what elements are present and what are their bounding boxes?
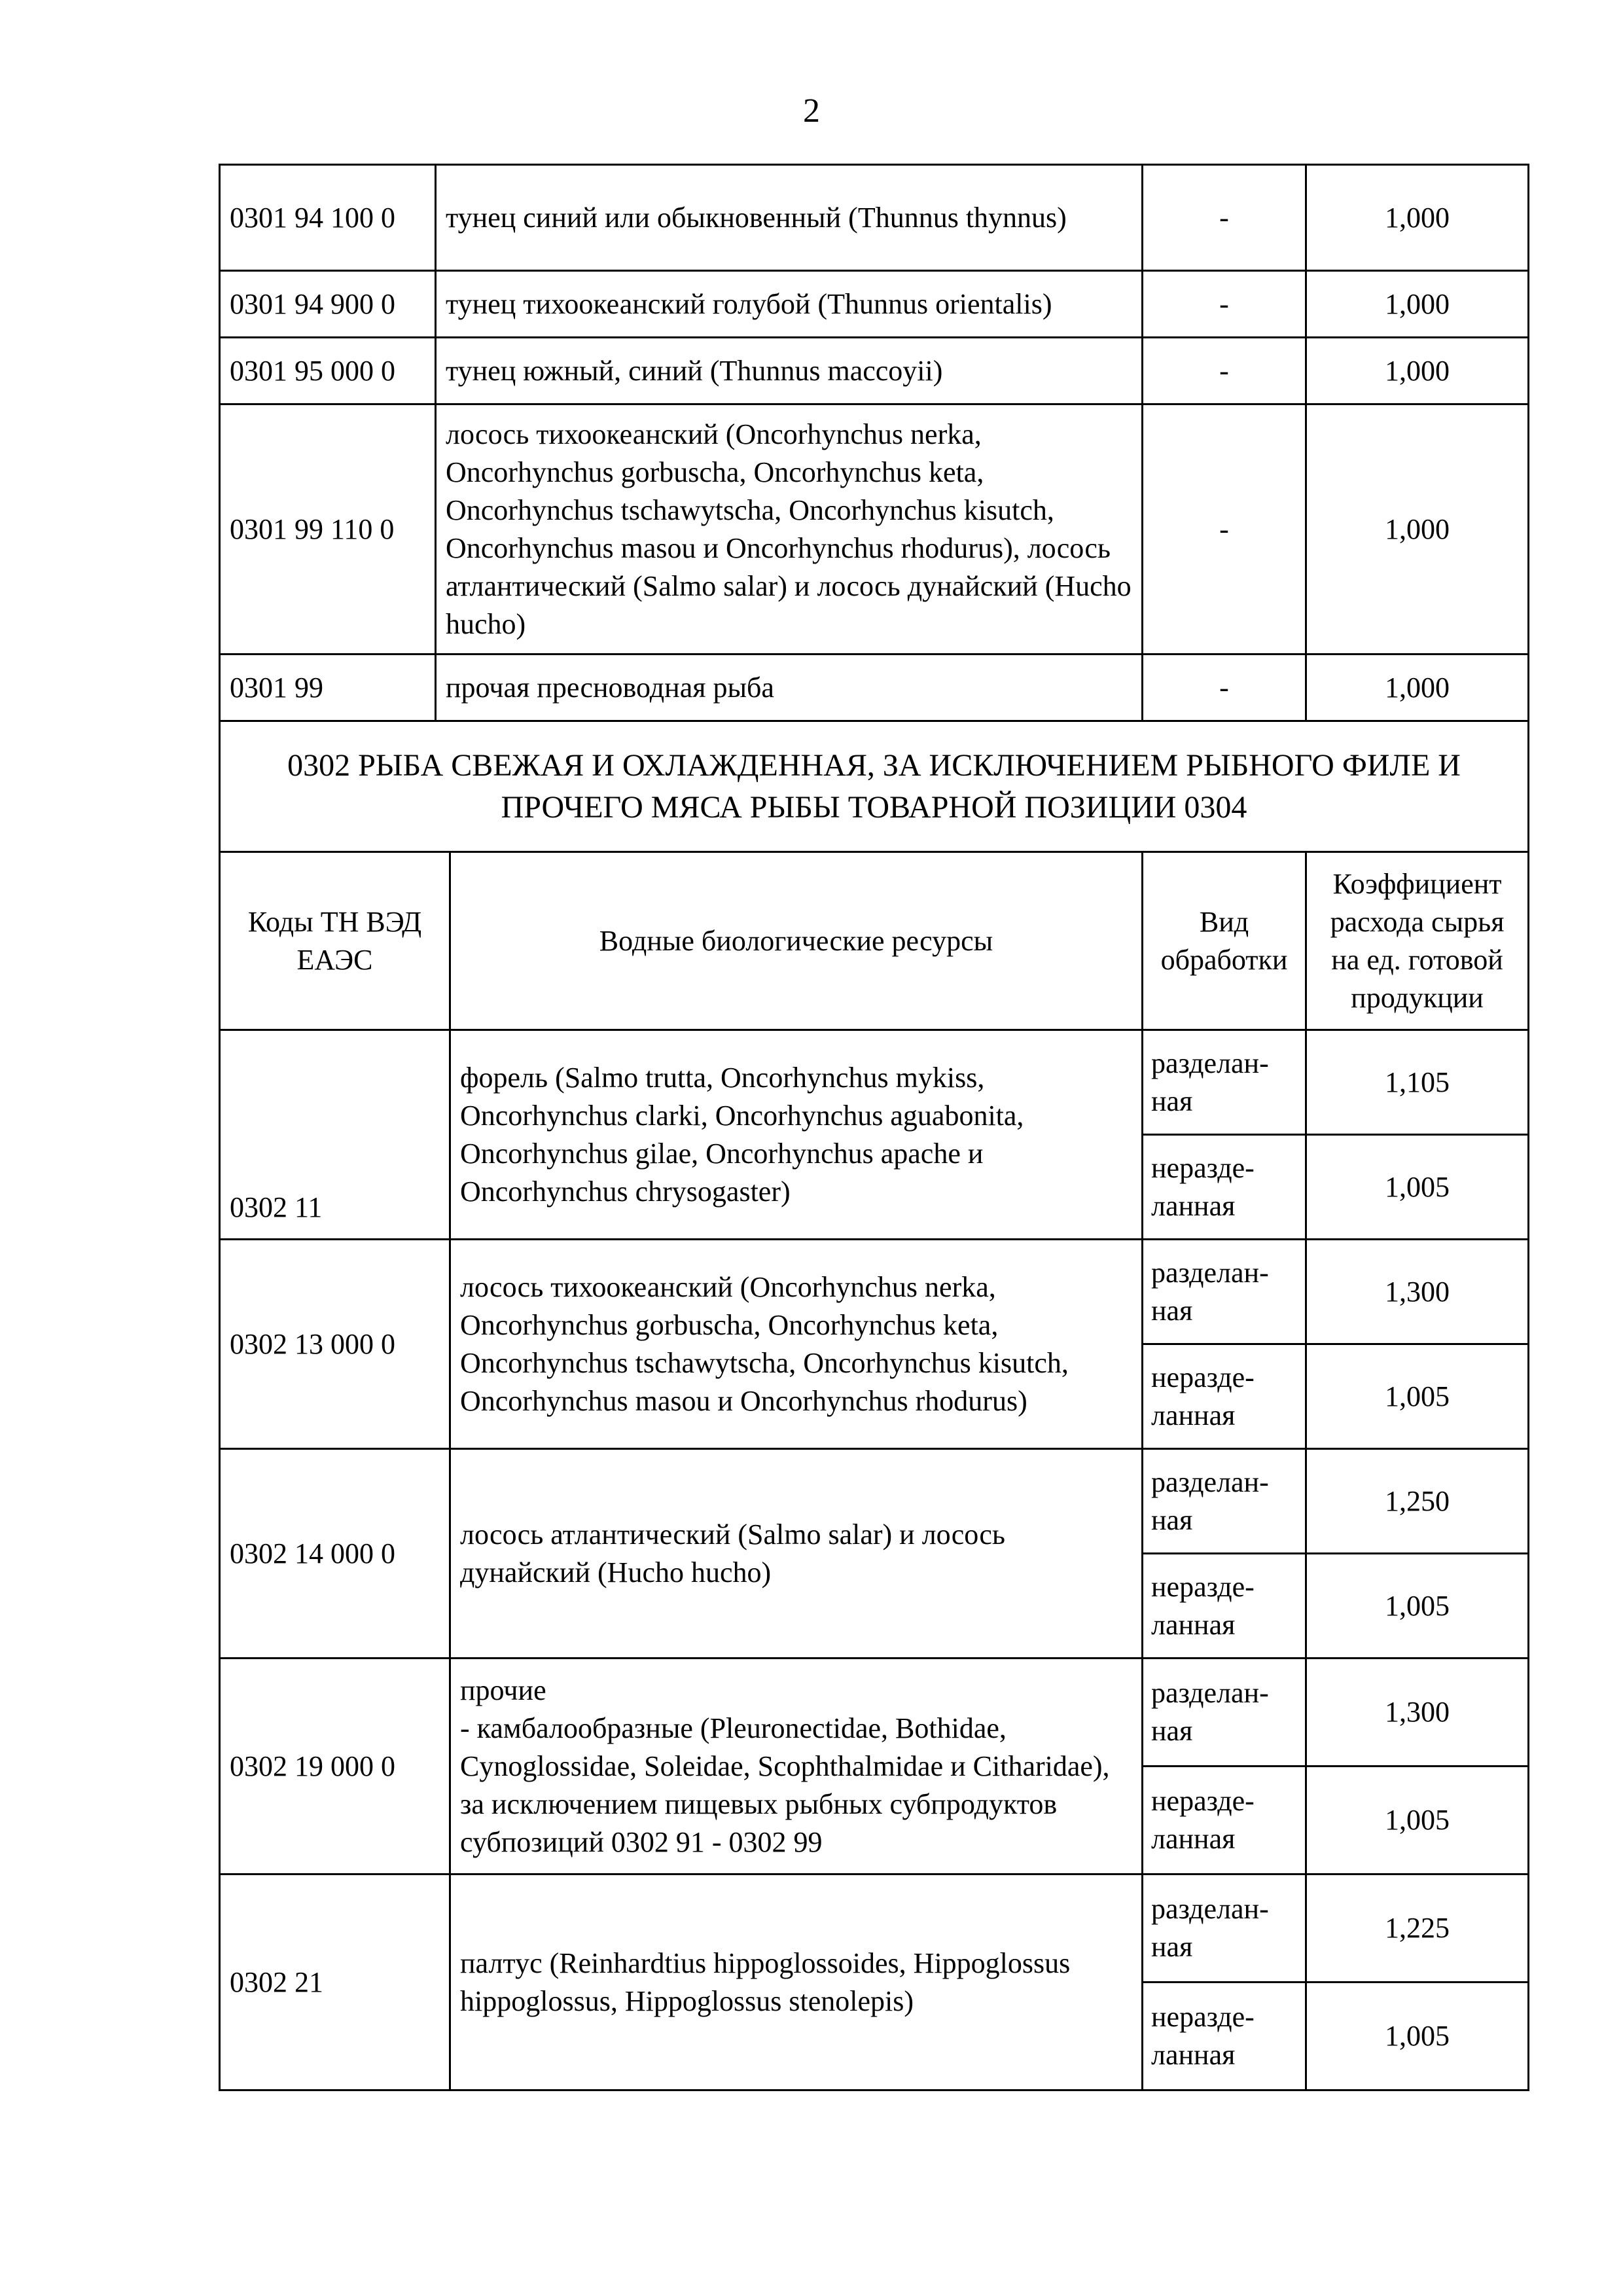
resource-name-line2: - камбалообразные (Pleuronectidae, Bothidae, Cynoglossidae, Soleidae, Scophthalmidae и Citharidae), за исключением пищевых рыбных субпродуктов субпозиций 0302 91 - 0302 99 <box>460 1712 1110 1858</box>
table-row <box>220 165 1529 271</box>
row-resource-name: тунец южный, синий (Thunnus maccoyii) <box>436 338 1143 404</box>
coefficient-uncut: 1,005 <box>1306 1554 1529 1659</box>
row-method: - <box>1143 338 1306 404</box>
table-row <box>220 1030 1529 1135</box>
method-cut: разделан-ная <box>1143 1449 1306 1554</box>
column-header-row <box>220 852 1529 1030</box>
header-code: Коды ТН ВЭД ЕАЭС <box>220 852 450 1030</box>
table-row <box>220 1449 1529 1554</box>
row-coefficient: 1,000 <box>1306 271 1529 338</box>
row-resource-name: тунец синий или обыкновенный (Thunnus thynnus) <box>436 165 1143 271</box>
row-coefficient: 1,000 <box>1306 404 1529 655</box>
row-resource-name: форель (Salmo trutta, Oncorhynchus mykiss, Oncorhynchus clarki, Oncorhynchus aguabonita, Oncorhynchus gilae, Oncorhynchus apache и Oncorhynchus chrysogaster) <box>450 1030 1143 1240</box>
coefficient-uncut: 1,005 <box>1306 1135 1529 1240</box>
resource-name-line1: прочие <box>460 1674 546 1706</box>
coefficient-uncut: 1,005 <box>1306 1767 1529 1874</box>
table-row <box>220 1240 1529 1344</box>
header-resources: Водные биологические ресурсы <box>450 852 1143 1030</box>
section-title-row <box>220 721 1529 852</box>
row-method: - <box>1143 655 1306 721</box>
row-resource-name: палтус (Reinhardtius hippoglossoides, Hippoglossus hippoglossus, Hippoglossus stenolepis) <box>450 1874 1143 2090</box>
table-row <box>220 1659 1529 1767</box>
table-row <box>220 271 1529 338</box>
coefficient-cut: 1,300 <box>1306 1659 1529 1767</box>
table-row <box>220 655 1529 721</box>
row-resource-name: лосось атлантический (Salmo salar) и лосось дунайский (Hucho hucho) <box>450 1449 1143 1659</box>
coefficient-cut: 1,300 <box>1306 1240 1529 1344</box>
method-uncut: неразде-ланная <box>1143 1767 1306 1874</box>
row-method: - <box>1143 165 1306 271</box>
row-resource-name: лосось тихоокеанский (Oncorhynchus nerka, Oncorhynchus gorbuscha, Oncorhynchus keta, Oncorhynchus tschawytscha, Oncorhynchus kisutch, Oncorhynchus masou и Oncorhynchus rhodurus) <box>450 1240 1143 1449</box>
row-resource-name <box>450 1659 1143 1874</box>
table-row <box>220 1874 1529 1982</box>
method-uncut: неразде-ланная <box>1143 1344 1306 1449</box>
section-title: 0302 РЫБА СВЕЖАЯ И ОХЛАЖДЕННАЯ, ЗА ИСКЛЮЧЕНИЕМ РЫБНОГО ФИЛЕ И ПРОЧЕГО МЯСА РЫБЫ ТОВАРНОЙ ПОЗИЦИИ 0304 <box>220 721 1529 852</box>
coefficient-cut: 1,250 <box>1306 1449 1529 1554</box>
row-method: - <box>1143 404 1306 655</box>
row-code: 0302 11 <box>220 1030 450 1240</box>
page-number: 2 <box>803 92 820 130</box>
method-cut: разделан-ная <box>1143 1874 1306 1982</box>
method-uncut: неразде-ланная <box>1143 1554 1306 1659</box>
method-uncut: неразде-ланная <box>1143 1135 1306 1240</box>
table-row <box>220 338 1529 404</box>
method-uncut: неразде-ланная <box>1143 1982 1306 2090</box>
row-method: - <box>1143 271 1306 338</box>
method-cut: разделан-ная <box>1143 1659 1306 1767</box>
row-coefficient: 1,000 <box>1306 338 1529 404</box>
method-cut: разделан-ная <box>1143 1240 1306 1344</box>
coefficient-uncut: 1,005 <box>1306 1982 1529 2090</box>
header-method: Вид обработки <box>1143 852 1306 1030</box>
row-coefficient: 1,000 <box>1306 165 1529 271</box>
row-resource-name: лосось тихоокеанский (Oncorhynchus nerka, Oncorhynchus gorbuscha, Oncorhynchus keta, Oncorhynchus tschawytscha, Oncorhynchus kisutch, Oncorhynchus masou и Oncorhynchus rhodurus), лосось атлантический (Salmo salar) и лосось дунайский (Hucho hucho) <box>436 404 1143 655</box>
row-coefficient: 1,000 <box>1306 655 1529 721</box>
table-row <box>220 404 1529 655</box>
coefficient-cut: 1,105 <box>1306 1030 1529 1135</box>
row-resource-name: прочая пресноводная рыба <box>436 655 1143 721</box>
row-code: 0302 14 000 0 <box>220 1449 450 1659</box>
row-code: 0302 19 000 0 <box>220 1659 450 1874</box>
row-code: 0302 13 000 0 <box>220 1240 450 1449</box>
table-0302 <box>219 720 1529 2091</box>
row-code: 0302 21 <box>220 1874 450 2090</box>
method-cut: разделан-ная <box>1143 1030 1306 1135</box>
row-code: 0301 95 000 0 <box>220 338 436 404</box>
row-code: 0301 94 100 0 <box>220 165 436 271</box>
header-coefficient: Коэффициент расхода сырья на ед. готовой продукции <box>1306 852 1529 1030</box>
coefficient-uncut: 1,005 <box>1306 1344 1529 1449</box>
coefficient-cut: 1,225 <box>1306 1874 1529 1982</box>
row-code: 0301 99 <box>220 655 436 721</box>
row-code: 0301 99 110 0 <box>220 404 436 655</box>
table-0301-continuation <box>219 164 1529 722</box>
row-resource-name: тунец тихоокеанский голубой (Thunnus orientalis) <box>436 271 1143 338</box>
row-code: 0301 94 900 0 <box>220 271 436 338</box>
